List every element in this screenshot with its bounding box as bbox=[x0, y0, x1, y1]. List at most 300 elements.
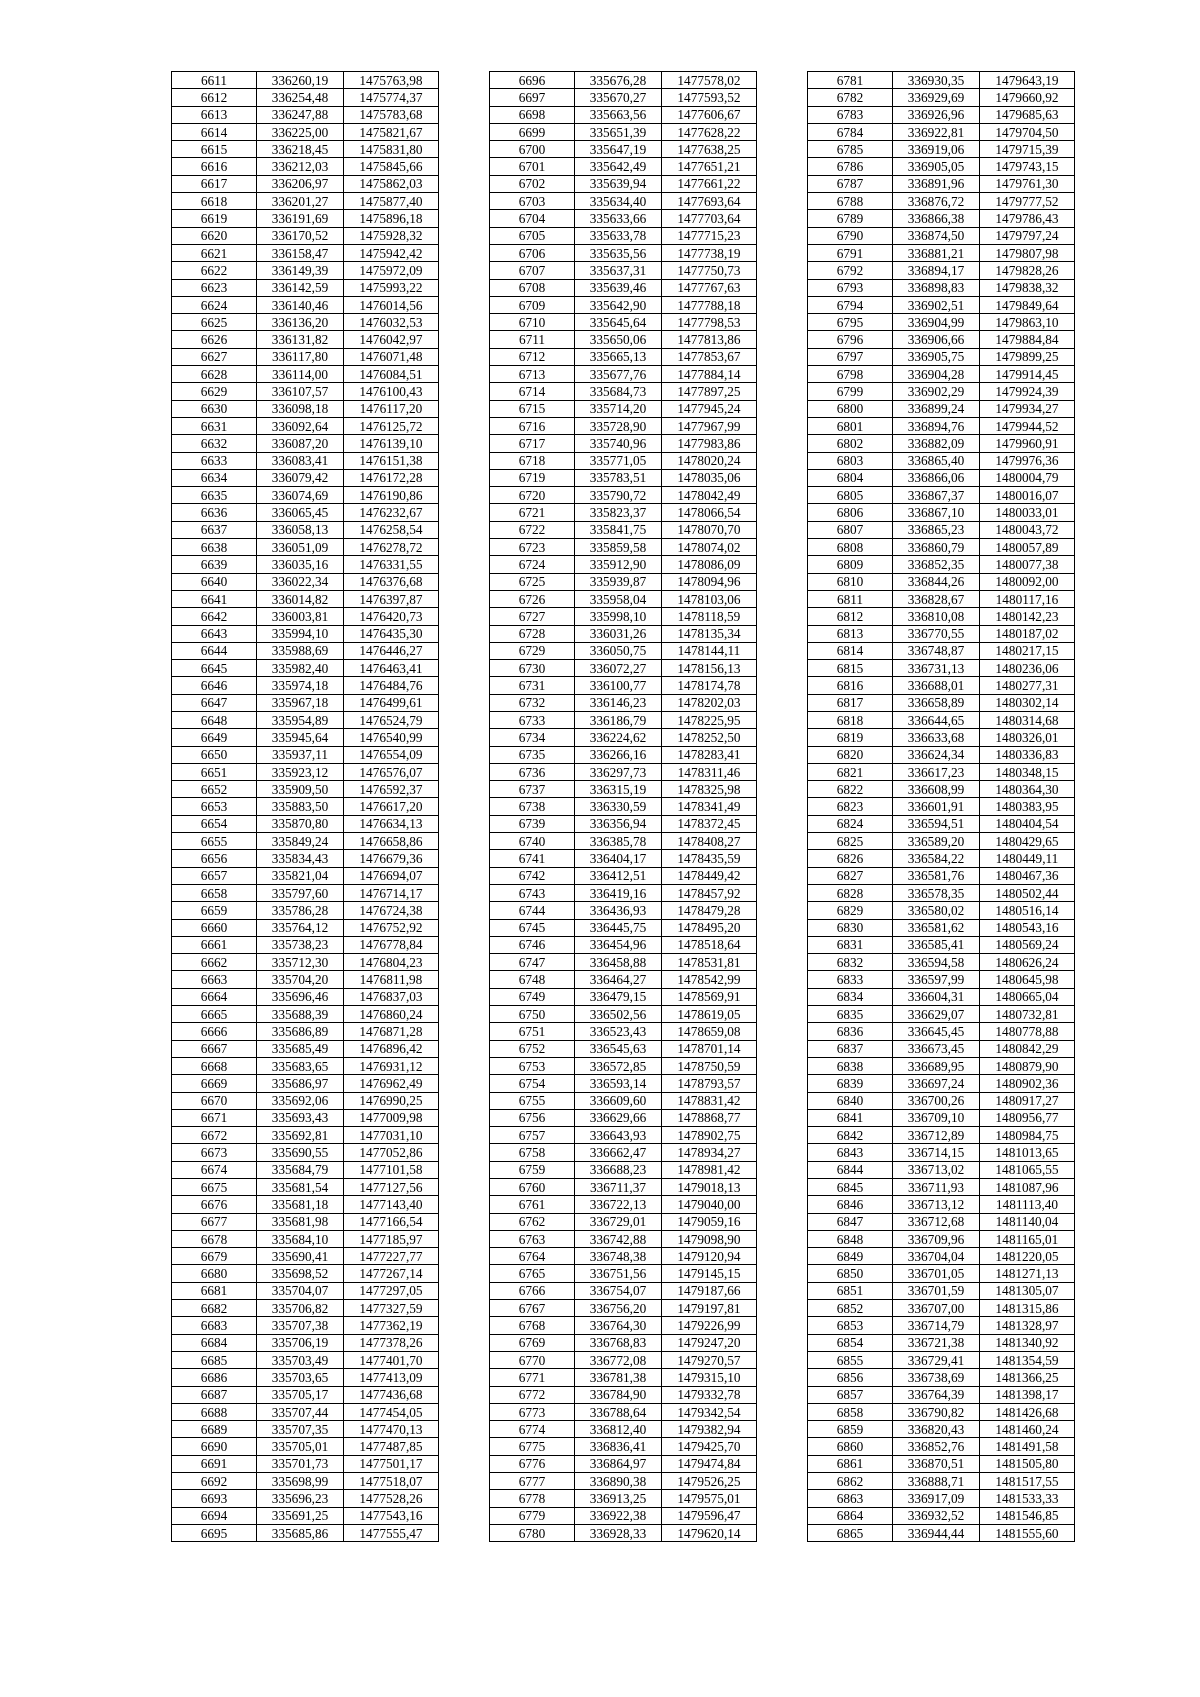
table-row bbox=[172, 1092, 439, 1109]
x-coordinate-cell: 336131,82 bbox=[257, 331, 344, 348]
point-number-cell: 6773 bbox=[490, 1403, 575, 1420]
point-number-cell: 6694 bbox=[172, 1507, 257, 1524]
y-coordinate-cell: 1477454,05 bbox=[344, 1403, 439, 1420]
point-number-cell: 6675 bbox=[172, 1179, 257, 1196]
point-number-cell: 6860 bbox=[808, 1438, 893, 1455]
table-row bbox=[808, 954, 1075, 971]
point-number-cell: 6847 bbox=[808, 1213, 893, 1230]
table-row bbox=[172, 1023, 439, 1040]
table-row bbox=[490, 279, 757, 296]
table-row bbox=[490, 1403, 757, 1420]
x-coordinate-cell: 336902,51 bbox=[893, 296, 980, 313]
table-row bbox=[808, 435, 1075, 452]
point-number-cell: 6654 bbox=[172, 815, 257, 832]
point-number-cell: 6647 bbox=[172, 694, 257, 711]
y-coordinate-cell: 1477693,64 bbox=[662, 193, 757, 210]
point-number-cell: 6672 bbox=[172, 1127, 257, 1144]
table-row bbox=[808, 1144, 1075, 1161]
x-coordinate-cell: 335670,27 bbox=[575, 89, 662, 106]
table-row bbox=[808, 504, 1075, 521]
point-number-cell: 6777 bbox=[490, 1473, 575, 1490]
table-row bbox=[808, 971, 1075, 988]
y-coordinate-cell: 1477798,53 bbox=[662, 314, 757, 331]
y-coordinate-cell: 1479685,63 bbox=[980, 106, 1075, 123]
x-coordinate-cell: 336852,76 bbox=[893, 1438, 980, 1455]
table-row bbox=[172, 210, 439, 227]
y-coordinate-cell: 1481366,25 bbox=[980, 1369, 1075, 1386]
table-row bbox=[808, 1403, 1075, 1420]
x-coordinate-cell: 336852,35 bbox=[893, 556, 980, 573]
table-row bbox=[490, 1351, 757, 1368]
x-coordinate-cell: 335945,64 bbox=[257, 729, 344, 746]
table-row bbox=[172, 400, 439, 417]
y-coordinate-cell: 1479145,15 bbox=[662, 1265, 757, 1282]
point-number-cell: 6861 bbox=[808, 1455, 893, 1472]
point-number-cell: 6853 bbox=[808, 1317, 893, 1334]
x-coordinate-cell: 335982,40 bbox=[257, 660, 344, 677]
y-coordinate-cell: 1476484,76 bbox=[344, 677, 439, 694]
y-coordinate-cell: 1476499,61 bbox=[344, 694, 439, 711]
table-row bbox=[172, 556, 439, 573]
x-coordinate-cell: 336729,41 bbox=[893, 1351, 980, 1368]
table-row bbox=[172, 383, 439, 400]
x-coordinate-cell: 335707,38 bbox=[257, 1317, 344, 1334]
x-coordinate-cell: 336709,10 bbox=[893, 1109, 980, 1126]
point-number-cell: 6782 bbox=[808, 89, 893, 106]
y-coordinate-cell: 1476125,72 bbox=[344, 417, 439, 434]
y-coordinate-cell: 1476694,07 bbox=[344, 867, 439, 884]
x-coordinate-cell: 336051,09 bbox=[257, 539, 344, 556]
table-row bbox=[172, 452, 439, 469]
table-row bbox=[490, 815, 757, 832]
table-row bbox=[490, 1040, 757, 1057]
table-row bbox=[808, 1421, 1075, 1438]
x-coordinate-cell: 335651,39 bbox=[575, 123, 662, 140]
x-coordinate-cell: 336864,97 bbox=[575, 1455, 662, 1472]
x-coordinate-cell: 335738,23 bbox=[257, 936, 344, 953]
y-coordinate-cell: 1478934,27 bbox=[662, 1144, 757, 1161]
x-coordinate-cell: 335635,56 bbox=[575, 244, 662, 261]
point-number-cell: 6710 bbox=[490, 314, 575, 331]
point-number-cell: 6741 bbox=[490, 850, 575, 867]
point-number-cell: 6836 bbox=[808, 1023, 893, 1040]
y-coordinate-cell: 1479924,39 bbox=[980, 383, 1075, 400]
x-coordinate-cell: 336890,38 bbox=[575, 1473, 662, 1490]
x-coordinate-cell: 335740,96 bbox=[575, 435, 662, 452]
point-number-cell: 6624 bbox=[172, 296, 257, 313]
point-number-cell: 6661 bbox=[172, 936, 257, 953]
y-coordinate-cell: 1477628,22 bbox=[662, 123, 757, 140]
x-coordinate-cell: 336578,35 bbox=[893, 884, 980, 901]
table-row bbox=[490, 1455, 757, 1472]
table-row bbox=[172, 1144, 439, 1161]
x-coordinate-cell: 335764,12 bbox=[257, 919, 344, 936]
y-coordinate-cell: 1481271,13 bbox=[980, 1265, 1075, 1282]
y-coordinate-cell: 1478750,59 bbox=[662, 1057, 757, 1074]
table-row bbox=[172, 694, 439, 711]
x-coordinate-cell: 336714,15 bbox=[893, 1144, 980, 1161]
point-number-cell: 6851 bbox=[808, 1282, 893, 1299]
y-coordinate-cell: 1477945,24 bbox=[662, 400, 757, 417]
x-coordinate-cell: 336867,10 bbox=[893, 504, 980, 521]
table-row bbox=[490, 1179, 757, 1196]
x-coordinate-cell: 336738,69 bbox=[893, 1369, 980, 1386]
table-row bbox=[490, 1248, 757, 1265]
y-coordinate-cell: 1481398,17 bbox=[980, 1386, 1075, 1403]
table-row bbox=[172, 642, 439, 659]
table-row bbox=[490, 521, 757, 538]
y-coordinate-cell: 1480117,16 bbox=[980, 590, 1075, 607]
y-coordinate-cell: 1479197,81 bbox=[662, 1300, 757, 1317]
table-row bbox=[490, 1057, 757, 1074]
x-coordinate-cell: 336919,06 bbox=[893, 141, 980, 158]
table-row bbox=[808, 781, 1075, 798]
y-coordinate-cell: 1475928,32 bbox=[344, 227, 439, 244]
x-coordinate-cell: 336644,65 bbox=[893, 711, 980, 728]
y-coordinate-cell: 1476278,72 bbox=[344, 539, 439, 556]
y-coordinate-cell: 1479620,14 bbox=[662, 1524, 757, 1541]
x-coordinate-cell: 336601,91 bbox=[893, 798, 980, 815]
point-number-cell: 6825 bbox=[808, 833, 893, 850]
point-number-cell: 6734 bbox=[490, 729, 575, 746]
point-number-cell: 6636 bbox=[172, 504, 257, 521]
x-coordinate-cell: 336502,56 bbox=[575, 1006, 662, 1023]
x-coordinate-cell: 335939,87 bbox=[575, 573, 662, 590]
x-coordinate-cell: 336894,76 bbox=[893, 417, 980, 434]
point-number-cell: 6864 bbox=[808, 1507, 893, 1524]
y-coordinate-cell: 1479743,15 bbox=[980, 158, 1075, 175]
x-coordinate-cell: 336906,66 bbox=[893, 331, 980, 348]
y-coordinate-cell: 1478569,91 bbox=[662, 988, 757, 1005]
x-coordinate-cell: 336709,96 bbox=[893, 1230, 980, 1247]
x-coordinate-cell: 336186,79 bbox=[575, 711, 662, 728]
y-coordinate-cell: 1478479,28 bbox=[662, 902, 757, 919]
y-coordinate-cell: 1478325,98 bbox=[662, 781, 757, 798]
y-coordinate-cell: 1477897,25 bbox=[662, 383, 757, 400]
point-number-cell: 6687 bbox=[172, 1386, 257, 1403]
table-row bbox=[172, 677, 439, 694]
point-number-cell: 6854 bbox=[808, 1334, 893, 1351]
point-number-cell: 6640 bbox=[172, 573, 257, 590]
table-row bbox=[490, 867, 757, 884]
x-coordinate-cell: 336146,23 bbox=[575, 694, 662, 711]
y-coordinate-cell: 1477378,26 bbox=[344, 1334, 439, 1351]
x-coordinate-cell: 335684,10 bbox=[257, 1230, 344, 1247]
table-row bbox=[808, 936, 1075, 953]
x-coordinate-cell: 336928,33 bbox=[575, 1524, 662, 1541]
point-number-cell: 6750 bbox=[490, 1006, 575, 1023]
x-coordinate-cell: 335633,78 bbox=[575, 227, 662, 244]
table-row bbox=[172, 487, 439, 504]
y-coordinate-cell: 1481065,55 bbox=[980, 1161, 1075, 1178]
table-row bbox=[808, 1092, 1075, 1109]
point-number-cell: 6612 bbox=[172, 89, 257, 106]
point-number-cell: 6838 bbox=[808, 1057, 893, 1074]
y-coordinate-cell: 1479270,57 bbox=[662, 1351, 757, 1368]
table-row bbox=[808, 331, 1075, 348]
x-coordinate-cell: 336158,47 bbox=[257, 244, 344, 261]
y-coordinate-cell: 1475862,03 bbox=[344, 175, 439, 192]
table-row bbox=[490, 1369, 757, 1386]
y-coordinate-cell: 1479715,39 bbox=[980, 141, 1075, 158]
y-coordinate-cell: 1478701,14 bbox=[662, 1040, 757, 1057]
x-coordinate-cell: 336224,62 bbox=[575, 729, 662, 746]
point-number-cell: 6725 bbox=[490, 573, 575, 590]
table-row bbox=[172, 954, 439, 971]
y-coordinate-cell: 1478174,78 bbox=[662, 677, 757, 694]
table-row bbox=[490, 763, 757, 780]
table-row bbox=[172, 1403, 439, 1420]
table-row bbox=[808, 798, 1075, 815]
y-coordinate-cell: 1477813,86 bbox=[662, 331, 757, 348]
point-number-cell: 6810 bbox=[808, 573, 893, 590]
point-number-cell: 6823 bbox=[808, 798, 893, 815]
table-row bbox=[172, 279, 439, 296]
table-row bbox=[808, 106, 1075, 123]
x-coordinate-cell: 335705,01 bbox=[257, 1438, 344, 1455]
table-row bbox=[808, 694, 1075, 711]
x-coordinate-cell: 336206,97 bbox=[257, 175, 344, 192]
y-coordinate-cell: 1481140,04 bbox=[980, 1213, 1075, 1230]
y-coordinate-cell: 1478619,05 bbox=[662, 1006, 757, 1023]
point-number-cell: 6759 bbox=[490, 1161, 575, 1178]
table-row bbox=[490, 487, 757, 504]
table-row bbox=[490, 366, 757, 383]
point-number-cell: 6728 bbox=[490, 625, 575, 642]
x-coordinate-cell: 335698,52 bbox=[257, 1265, 344, 1282]
y-coordinate-cell: 1479849,64 bbox=[980, 296, 1075, 313]
table-row bbox=[172, 833, 439, 850]
table-row bbox=[808, 227, 1075, 244]
point-number-cell: 6846 bbox=[808, 1196, 893, 1213]
point-number-cell: 6619 bbox=[172, 210, 257, 227]
table-row bbox=[172, 729, 439, 746]
x-coordinate-cell: 336608,99 bbox=[893, 781, 980, 798]
x-coordinate-cell: 335681,98 bbox=[257, 1213, 344, 1230]
y-coordinate-cell: 1477555,47 bbox=[344, 1524, 439, 1541]
point-number-cell: 6758 bbox=[490, 1144, 575, 1161]
x-coordinate-cell: 335642,49 bbox=[575, 158, 662, 175]
point-number-cell: 6842 bbox=[808, 1127, 893, 1144]
point-number-cell: 6830 bbox=[808, 919, 893, 936]
table-row bbox=[490, 400, 757, 417]
point-number-cell: 6677 bbox=[172, 1213, 257, 1230]
x-coordinate-cell: 335994,10 bbox=[257, 625, 344, 642]
y-coordinate-cell: 1479914,45 bbox=[980, 366, 1075, 383]
table-row bbox=[172, 1490, 439, 1507]
table-row bbox=[490, 833, 757, 850]
table-row bbox=[808, 1455, 1075, 1472]
x-coordinate-cell: 335912,90 bbox=[575, 556, 662, 573]
y-coordinate-cell: 1476151,38 bbox=[344, 452, 439, 469]
table-row bbox=[490, 1075, 757, 1092]
point-number-cell: 6702 bbox=[490, 175, 575, 192]
y-coordinate-cell: 1478066,54 bbox=[662, 504, 757, 521]
x-coordinate-cell: 336688,01 bbox=[893, 677, 980, 694]
y-coordinate-cell: 1480467,36 bbox=[980, 867, 1075, 884]
table-row bbox=[808, 1023, 1075, 1040]
point-number-cell: 6736 bbox=[490, 763, 575, 780]
point-number-cell: 6849 bbox=[808, 1248, 893, 1265]
x-coordinate-cell: 335650,06 bbox=[575, 331, 662, 348]
table-row bbox=[808, 902, 1075, 919]
table-row bbox=[808, 1524, 1075, 1541]
point-number-cell: 6644 bbox=[172, 642, 257, 659]
point-number-cell: 6680 bbox=[172, 1265, 257, 1282]
table-row bbox=[490, 1006, 757, 1023]
point-number-cell: 6688 bbox=[172, 1403, 257, 1420]
x-coordinate-cell: 336790,82 bbox=[893, 1403, 980, 1420]
table-row bbox=[808, 590, 1075, 607]
point-number-cell: 6761 bbox=[490, 1196, 575, 1213]
y-coordinate-cell: 1476420,73 bbox=[344, 608, 439, 625]
y-coordinate-cell: 1478086,09 bbox=[662, 556, 757, 573]
table-row bbox=[172, 366, 439, 383]
x-coordinate-cell: 336356,94 bbox=[575, 815, 662, 832]
y-coordinate-cell: 1475877,40 bbox=[344, 193, 439, 210]
x-coordinate-cell: 336905,05 bbox=[893, 158, 980, 175]
point-number-cell: 6834 bbox=[808, 988, 893, 1005]
x-coordinate-cell: 336385,78 bbox=[575, 833, 662, 850]
table-row bbox=[808, 1109, 1075, 1126]
table-row bbox=[808, 763, 1075, 780]
x-coordinate-cell: 336712,68 bbox=[893, 1213, 980, 1230]
point-number-cell: 6726 bbox=[490, 590, 575, 607]
point-number-cell: 6785 bbox=[808, 141, 893, 158]
x-coordinate-cell: 335663,56 bbox=[575, 106, 662, 123]
point-number-cell: 6818 bbox=[808, 711, 893, 728]
x-coordinate-cell: 336812,40 bbox=[575, 1421, 662, 1438]
point-number-cell: 6841 bbox=[808, 1109, 893, 1126]
y-coordinate-cell: 1476258,54 bbox=[344, 521, 439, 538]
x-coordinate-cell: 335692,81 bbox=[257, 1127, 344, 1144]
x-coordinate-cell: 335706,19 bbox=[257, 1334, 344, 1351]
point-number-cell: 6658 bbox=[172, 884, 257, 901]
table-row bbox=[808, 89, 1075, 106]
x-coordinate-cell: 335974,18 bbox=[257, 677, 344, 694]
y-coordinate-cell: 1477436,68 bbox=[344, 1386, 439, 1403]
x-coordinate-cell: 336225,00 bbox=[257, 123, 344, 140]
point-number-cell: 6774 bbox=[490, 1421, 575, 1438]
point-number-cell: 6712 bbox=[490, 348, 575, 365]
x-coordinate-cell: 335647,19 bbox=[575, 141, 662, 158]
x-coordinate-cell: 336315,19 bbox=[575, 781, 662, 798]
x-coordinate-cell: 336445,75 bbox=[575, 919, 662, 936]
y-coordinate-cell: 1479187,66 bbox=[662, 1282, 757, 1299]
y-coordinate-cell: 1480004,79 bbox=[980, 469, 1075, 486]
point-number-cell: 6800 bbox=[808, 400, 893, 417]
x-coordinate-cell: 335685,49 bbox=[257, 1040, 344, 1057]
table-row bbox=[808, 625, 1075, 642]
y-coordinate-cell: 1476837,03 bbox=[344, 988, 439, 1005]
point-number-cell: 6805 bbox=[808, 487, 893, 504]
table-row bbox=[808, 193, 1075, 210]
coordinate-table-3 bbox=[807, 71, 1075, 1542]
y-coordinate-cell: 1479098,90 bbox=[662, 1230, 757, 1247]
x-coordinate-cell: 335841,75 bbox=[575, 521, 662, 538]
table-row bbox=[808, 314, 1075, 331]
point-number-cell: 6754 bbox=[490, 1075, 575, 1092]
point-number-cell: 6686 bbox=[172, 1369, 257, 1386]
y-coordinate-cell: 1476554,09 bbox=[344, 746, 439, 763]
y-coordinate-cell: 1477227,77 bbox=[344, 1248, 439, 1265]
x-coordinate-cell: 335998,10 bbox=[575, 608, 662, 625]
point-number-cell: 6753 bbox=[490, 1057, 575, 1074]
y-coordinate-cell: 1477413,09 bbox=[344, 1369, 439, 1386]
point-number-cell: 6623 bbox=[172, 279, 257, 296]
x-coordinate-cell: 336597,99 bbox=[893, 971, 980, 988]
point-number-cell: 6747 bbox=[490, 954, 575, 971]
point-number-cell: 6621 bbox=[172, 244, 257, 261]
y-coordinate-cell: 1479660,92 bbox=[980, 89, 1075, 106]
point-number-cell: 6701 bbox=[490, 158, 575, 175]
y-coordinate-cell: 1481165,01 bbox=[980, 1230, 1075, 1247]
x-coordinate-cell: 336643,93 bbox=[575, 1127, 662, 1144]
point-number-cell: 6709 bbox=[490, 296, 575, 313]
table-row bbox=[490, 1490, 757, 1507]
y-coordinate-cell: 1481087,96 bbox=[980, 1179, 1075, 1196]
table-row bbox=[808, 729, 1075, 746]
table-row bbox=[172, 1075, 439, 1092]
table-row bbox=[490, 1438, 757, 1455]
point-number-cell: 6772 bbox=[490, 1386, 575, 1403]
y-coordinate-cell: 1478408,27 bbox=[662, 833, 757, 850]
point-number-cell: 6719 bbox=[490, 469, 575, 486]
x-coordinate-cell: 336689,95 bbox=[893, 1057, 980, 1074]
table-row bbox=[808, 1334, 1075, 1351]
y-coordinate-cell: 1476871,28 bbox=[344, 1023, 439, 1040]
x-coordinate-cell: 335937,11 bbox=[257, 746, 344, 763]
y-coordinate-cell: 1477967,99 bbox=[662, 417, 757, 434]
table-row bbox=[490, 262, 757, 279]
x-coordinate-cell: 335683,65 bbox=[257, 1057, 344, 1074]
point-number-cell: 6816 bbox=[808, 677, 893, 694]
table-row bbox=[490, 781, 757, 798]
y-coordinate-cell: 1477543,16 bbox=[344, 1507, 439, 1524]
x-coordinate-cell: 336748,38 bbox=[575, 1248, 662, 1265]
point-number-cell: 6714 bbox=[490, 383, 575, 400]
table-row bbox=[172, 798, 439, 815]
y-coordinate-cell: 1478118,59 bbox=[662, 608, 757, 625]
y-coordinate-cell: 1479934,27 bbox=[980, 400, 1075, 417]
x-coordinate-cell: 336820,43 bbox=[893, 1421, 980, 1438]
table-row bbox=[490, 1265, 757, 1282]
x-coordinate-cell: 336645,45 bbox=[893, 1023, 980, 1040]
y-coordinate-cell: 1480569,24 bbox=[980, 936, 1075, 953]
x-coordinate-cell: 336722,13 bbox=[575, 1196, 662, 1213]
table-row bbox=[808, 1300, 1075, 1317]
table-row bbox=[490, 902, 757, 919]
table-row bbox=[490, 971, 757, 988]
table-row bbox=[490, 694, 757, 711]
table-row bbox=[490, 954, 757, 971]
point-number-cell: 6837 bbox=[808, 1040, 893, 1057]
table-row bbox=[172, 158, 439, 175]
x-coordinate-cell: 336031,26 bbox=[575, 625, 662, 642]
x-coordinate-cell: 336711,37 bbox=[575, 1179, 662, 1196]
y-coordinate-cell: 1479899,25 bbox=[980, 348, 1075, 365]
point-number-cell: 6791 bbox=[808, 244, 893, 261]
table-row bbox=[172, 1473, 439, 1490]
y-coordinate-cell: 1476446,27 bbox=[344, 642, 439, 659]
point-number-cell: 6808 bbox=[808, 539, 893, 556]
table-row bbox=[172, 608, 439, 625]
point-number-cell: 6766 bbox=[490, 1282, 575, 1299]
point-number-cell: 6678 bbox=[172, 1230, 257, 1247]
point-number-cell: 6813 bbox=[808, 625, 893, 642]
table-row bbox=[808, 141, 1075, 158]
x-coordinate-cell: 336436,93 bbox=[575, 902, 662, 919]
